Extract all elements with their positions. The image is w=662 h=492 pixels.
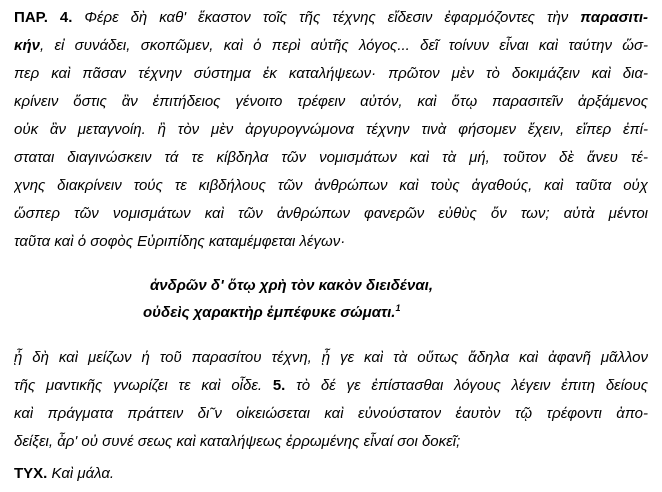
reply-speaker: ΤΥΧ. [14,465,48,482]
text-line-5: οὐκ ἂν μεταγνοίη. ἢ τὸν μὲν ἀργυρογνώμονα τέχνην τινὰ φήσομεν ἔχειν, εἴπερ ἐπί- [14,121,648,138]
text-line-12: καὶ πράγματα πράττειν δι῀ν οἰκειώσεται καὶ εὐνούστατον ἑαυτὸν τῷ τρέφοντι ἀπο- [14,405,648,422]
quote-line-1: ἀνδρῶν δ' ὅτῳ χρὴ τὸν κακὸν διειδέναι, [150,277,434,294]
footnote-marker: 1 [395,303,401,313]
text-line-10: ᾗ δὴ καὶ μείζων ἡ τοῦ παρασίτου τέχνη, ᾗ γε καὶ τὰ οὕτως ἄδηλα καὶ ἀφανῆ μᾶλλον [14,349,648,366]
text-line-3: περ καὶ πᾶσαν τέχνην σύστημα ἐκ καταλήψεων· πρῶτον μὲν τὸ δοκιμάζειν καὶ δια- [14,65,648,82]
text-line-2 [14,36,648,56]
section-number: 5. [272,377,286,394]
quote-line-2 [143,303,401,323]
text-line-4: κρίνειν ὅστις ἂν ἐπιτήδειος γένοιτο τρέφειν αὐτόν, καὶ ὅτῳ παρασιτεῖν ἀρξάμενος [14,93,648,110]
text-line-1-bold: παρασιτι- [580,9,648,26]
text-line-9: ταῦτα καὶ ὁ σοφὸς Εὐριπίδης καταμέμφεται λέγων· [14,233,346,250]
reply-text: Καὶ μάλα. [51,465,115,482]
text-line-13: δείξει, ἆρ' οὐ συνέ σεως καὶ καταλήψεως ἐρρωμένης εἶναί σοι δοκεῖ; [14,433,461,450]
reply-line [14,464,648,484]
quote-line-2-text: οὐδεὶς χαρακτὴρ ἐμπέφυκε σώματι. [143,304,396,321]
speaker-marker: ΠΑΡ. 4. [14,9,73,26]
text-line-8: ὥσπερ τῶν νομισμάτων καὶ τῶν ἀνθρώπων φανερῶν εὐθὺς ὄν των; αὐτὰ μέντοι [14,205,648,222]
text-line-1 [14,8,648,28]
text-line-11-a: τῆς μαντικῆς γνωρίζει τε καὶ οἶδε. [14,377,273,394]
text-line-2-body: , εἰ συνάδει, σκοπῶμεν, καὶ ὁ περὶ αὐτῆς λόγος... δεῖ τοίνυν εἶναι καὶ ταύτην ὥσ- [40,37,648,54]
text-line-11 [14,376,648,396]
text-line-1-body: Φέρε δὴ καθ' ἕκαστον τοῖς τῆς τέχνης εἴδεσιν ἐφαρμόζοντες τὴν [84,9,581,26]
text-line-2-bold: κήν [14,37,40,54]
text-line-7: χνης διακρίνειν τούς τε κιβδήλους τῶν ἀνθρώπων καὶ τοὺς ἀγαθούς, καὶ ταῦτα οὐχ [14,177,648,194]
text-line-11-b: τὸ δέ γε ἐπίστασθαι λόγους λέγειν ἐπιτη δείους [285,377,648,394]
text-line-6: σταται διαγινώσκειν τά τε κίβδηλα τῶν νομισμάτων καὶ τὰ μή, τοῦτον δὲ ἄνευ τέ- [14,149,648,166]
